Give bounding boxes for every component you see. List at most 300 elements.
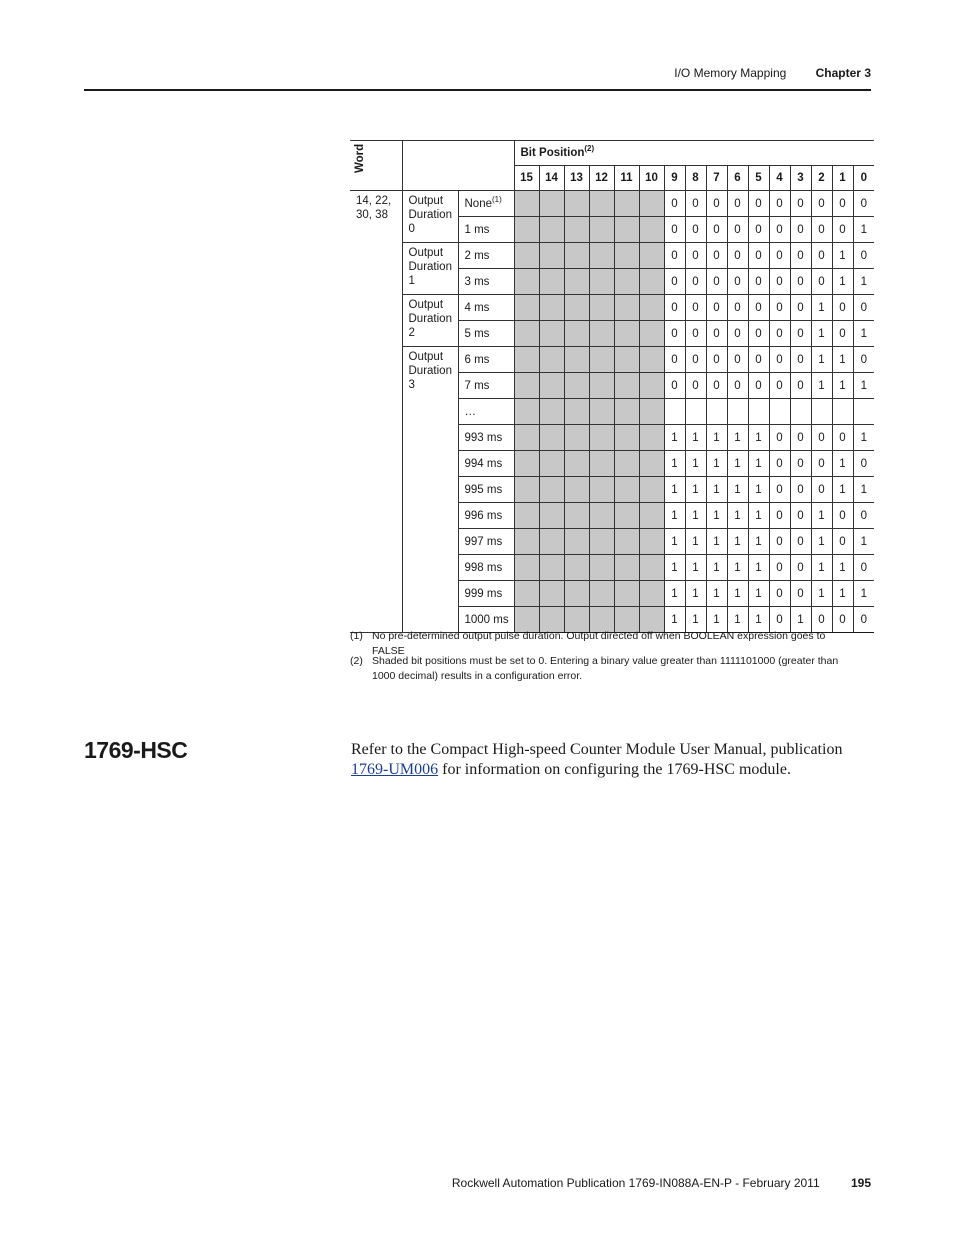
shaded-bit-cell	[564, 243, 589, 269]
shaded-bit-cell	[514, 321, 539, 347]
bit-cell: 1	[664, 581, 685, 607]
table-body	[350, 191, 874, 633]
bit-cell: 1	[685, 529, 706, 555]
shaded-bit-cell	[639, 477, 664, 503]
bit-cell: 1	[853, 321, 874, 347]
bit-cell: 0	[727, 243, 748, 269]
bit-cell: 1	[664, 451, 685, 477]
bit-cell: 0	[853, 607, 874, 633]
bit-cell: 1	[685, 607, 706, 633]
bit-cell: 1	[811, 295, 832, 321]
shaded-bit-cell	[564, 347, 589, 373]
shaded-bit-cell	[539, 581, 564, 607]
table-row	[350, 295, 874, 321]
bit-cell: 0	[769, 581, 790, 607]
shaded-bit-cell	[639, 555, 664, 581]
bit-cell: 1	[685, 555, 706, 581]
bit-cell: 1	[706, 477, 727, 503]
shaded-bit-cell	[564, 217, 589, 243]
bit-cell: 0	[790, 425, 811, 451]
shaded-bit-cell	[614, 347, 639, 373]
bit-cell: 1	[706, 425, 727, 451]
shaded-bit-cell	[639, 243, 664, 269]
shaded-bit-cell	[514, 425, 539, 451]
shaded-bit-cell	[514, 269, 539, 295]
bit-cell	[853, 399, 874, 425]
bit-cell: 0	[853, 295, 874, 321]
bit-cell: 1	[664, 607, 685, 633]
bit-number-header: 7	[706, 166, 727, 191]
bit-cell: 1	[664, 529, 685, 555]
shaded-bit-cell	[564, 503, 589, 529]
bit-cell: 0	[769, 347, 790, 373]
value-cell: 1 ms	[458, 217, 514, 243]
bit-cell: 0	[769, 217, 790, 243]
bit-position-table	[350, 140, 874, 633]
bit-cell: 0	[790, 477, 811, 503]
bit-cell: 0	[769, 555, 790, 581]
field-cell: Output Duration 2	[402, 295, 458, 347]
bit-cell: 0	[769, 191, 790, 217]
header-rule	[84, 89, 871, 91]
bit-cell: 1	[790, 607, 811, 633]
bit-cell: 0	[832, 191, 853, 217]
shaded-bit-cell	[614, 399, 639, 425]
value-cell: 6 ms	[458, 347, 514, 373]
shaded-bit-cell	[514, 191, 539, 217]
bit-number-header: 2	[811, 166, 832, 191]
shaded-bit-cell	[539, 503, 564, 529]
bit-number-header: 3	[790, 166, 811, 191]
bit-cell: 0	[832, 425, 853, 451]
shaded-bit-cell	[514, 477, 539, 503]
shaded-bit-cell	[614, 451, 639, 477]
shaded-bit-cell	[639, 451, 664, 477]
bit-cell: 0	[664, 269, 685, 295]
shaded-bit-cell	[564, 373, 589, 399]
bit-cell: 1	[685, 425, 706, 451]
bit-cell: 0	[748, 295, 769, 321]
bit-cell: 1	[832, 581, 853, 607]
publication-info: Rockwell Automation Publication 1769-IN088A-EN-P - February 2011	[451, 1176, 820, 1190]
running-head	[674, 66, 871, 80]
shaded-bit-cell	[539, 295, 564, 321]
bit-cell: 0	[685, 347, 706, 373]
bit-cell: 1	[664, 425, 685, 451]
bit-cell: 0	[832, 321, 853, 347]
bit-cell: 1	[853, 425, 874, 451]
bit-cell: 1	[748, 555, 769, 581]
table-row	[350, 347, 874, 373]
bit-cell: 0	[811, 607, 832, 633]
value-cell: 3 ms	[458, 269, 514, 295]
bit-cell: 0	[811, 191, 832, 217]
bit-cell: 1	[811, 555, 832, 581]
bit-cell: 1	[727, 581, 748, 607]
bit-cell	[706, 399, 727, 425]
bit-cell: 1	[727, 477, 748, 503]
value-cell: 993 ms	[458, 425, 514, 451]
bit-cell: 0	[685, 269, 706, 295]
shaded-bit-cell	[614, 295, 639, 321]
shaded-bit-cell	[564, 581, 589, 607]
shaded-bit-cell	[639, 425, 664, 451]
bit-cell: 1	[853, 477, 874, 503]
bit-cell: 0	[790, 373, 811, 399]
bit-cell	[769, 399, 790, 425]
bit-cell: 0	[748, 191, 769, 217]
bit-cell: 0	[853, 243, 874, 269]
bit-cell	[727, 399, 748, 425]
bit-cell: 0	[664, 347, 685, 373]
bit-cell: 0	[832, 503, 853, 529]
shaded-bit-cell	[614, 321, 639, 347]
shaded-bit-cell	[614, 191, 639, 217]
shaded-bit-cell	[589, 555, 614, 581]
bit-cell: 0	[769, 373, 790, 399]
bit-cell: 0	[790, 269, 811, 295]
bit-number-header: 10	[639, 166, 664, 191]
shaded-bit-cell	[589, 477, 614, 503]
shaded-bit-cell	[614, 581, 639, 607]
shaded-bit-cell	[614, 529, 639, 555]
bit-cell: 1	[811, 529, 832, 555]
shaded-bit-cell	[514, 295, 539, 321]
bit-cell	[664, 399, 685, 425]
shaded-bit-cell	[589, 529, 614, 555]
shaded-bit-cell	[639, 581, 664, 607]
bit-cell: 1	[706, 607, 727, 633]
shaded-bit-cell	[514, 373, 539, 399]
bit-cell: 1	[748, 529, 769, 555]
bit-cell: 0	[685, 243, 706, 269]
shaded-bit-cell	[539, 243, 564, 269]
bit-cell: 1	[832, 347, 853, 373]
shaded-bit-cell	[639, 347, 664, 373]
shaded-bit-cell	[539, 191, 564, 217]
shaded-bit-cell	[514, 217, 539, 243]
bit-cell: 0	[790, 581, 811, 607]
bit-cell: 0	[790, 191, 811, 217]
bit-cell: 1	[727, 555, 748, 581]
bit-cell: 1	[664, 555, 685, 581]
bit-cell: 0	[790, 451, 811, 477]
bit-number-header: 1	[832, 166, 853, 191]
bit-cell: 1	[727, 451, 748, 477]
bit-cell: 1	[727, 529, 748, 555]
shaded-bit-cell	[614, 269, 639, 295]
shaded-bit-cell	[564, 399, 589, 425]
footnote-1: (1) No pre-determined output pulse duration. Output directed off when BOOLEAN expression goes to FALSE	[350, 630, 826, 657]
bit-cell: 1	[706, 451, 727, 477]
shaded-bit-cell	[589, 217, 614, 243]
table-row	[350, 243, 874, 269]
bit-cell: 0	[853, 347, 874, 373]
bit-cell: 0	[706, 321, 727, 347]
word-cell: 14, 22, 30, 38	[350, 191, 402, 633]
bit-cell: 0	[748, 243, 769, 269]
field-cell: Output Duration 0	[402, 191, 458, 243]
shaded-bit-cell	[514, 503, 539, 529]
bit-cell	[748, 399, 769, 425]
bit-cell: 1	[685, 503, 706, 529]
value-cell: 996 ms	[458, 503, 514, 529]
bit-number-header: 15	[514, 166, 539, 191]
bit-cell: 1	[706, 503, 727, 529]
shaded-bit-cell	[589, 347, 614, 373]
value-cell: None$^{(1)}$	[458, 191, 514, 217]
bit-cell: 1	[664, 503, 685, 529]
bit-cell: 0	[727, 217, 748, 243]
shaded-bit-cell	[639, 399, 664, 425]
blank-header	[402, 141, 514, 191]
shaded-bit-cell	[539, 451, 564, 477]
bit-cell: 1	[832, 555, 853, 581]
bit-cell: 1	[748, 425, 769, 451]
value-cell: 2 ms	[458, 243, 514, 269]
bit-cell	[685, 399, 706, 425]
bit-cell: 1	[664, 477, 685, 503]
bit-cell: 0	[727, 321, 748, 347]
bit-cell: 0	[769, 529, 790, 555]
publication-link[interactable]: 1769-UM006	[351, 761, 439, 778]
value-cell: 1000 ms	[458, 607, 514, 633]
page-number: 195	[850, 1176, 871, 1190]
page-footer	[452, 1176, 871, 1190]
bit-cell: 0	[853, 503, 874, 529]
bit-cell: 0	[769, 451, 790, 477]
bit-cell: 0	[727, 295, 748, 321]
bit-number-header: 12	[589, 166, 614, 191]
shaded-bit-cell	[539, 217, 564, 243]
bit-cell: 1	[727, 607, 748, 633]
section-name: I/O Memory Mapping	[674, 66, 787, 80]
bit-cell: 1	[853, 373, 874, 399]
shaded-bit-cell	[614, 477, 639, 503]
shaded-bit-cell	[564, 555, 589, 581]
bit-cell: 1	[811, 321, 832, 347]
bit-cell: 0	[685, 373, 706, 399]
section-body: Refer to the Compact High-speed Counter Module User Manual, publication 1769-UM006 for information on configuring the 1769-HSC module.	[351, 741, 843, 778]
shaded-bit-cell	[639, 373, 664, 399]
bit-cell: 0	[664, 321, 685, 347]
bit-position-header: Bit Position$^{(2)}$	[514, 141, 874, 166]
bit-cell: 1	[748, 451, 769, 477]
bit-cell: 0	[706, 269, 727, 295]
bit-cell: 1	[706, 529, 727, 555]
shaded-bit-cell	[539, 347, 564, 373]
value-cell: …	[458, 399, 514, 425]
bit-cell: 0	[853, 191, 874, 217]
shaded-bit-cell	[589, 451, 614, 477]
bit-cell: 0	[832, 607, 853, 633]
bit-cell: 0	[769, 269, 790, 295]
bit-cell: 0	[853, 451, 874, 477]
bit-cell: 0	[790, 347, 811, 373]
bit-cell: 0	[664, 191, 685, 217]
bit-cell: 0	[706, 243, 727, 269]
shaded-bit-cell	[589, 321, 614, 347]
bit-cell: 0	[748, 347, 769, 373]
shaded-bit-cell	[589, 425, 614, 451]
shaded-bit-cell	[564, 529, 589, 555]
bit-cell: 0	[685, 295, 706, 321]
bit-cell: 0	[664, 217, 685, 243]
bit-cell: 0	[685, 321, 706, 347]
bit-cell: 0	[769, 321, 790, 347]
bit-cell: 0	[853, 555, 874, 581]
bit-cell	[811, 399, 832, 425]
shaded-bit-cell	[514, 399, 539, 425]
bit-cell: 1	[853, 217, 874, 243]
bit-cell	[832, 399, 853, 425]
bit-cell: 1	[748, 503, 769, 529]
bit-cell: 0	[685, 217, 706, 243]
shaded-bit-cell	[539, 425, 564, 451]
bit-cell: 0	[727, 373, 748, 399]
bit-cell: 0	[832, 217, 853, 243]
shaded-bit-cell	[564, 269, 589, 295]
shaded-bit-cell	[539, 477, 564, 503]
shaded-bit-cell	[639, 529, 664, 555]
bit-cell: 0	[790, 503, 811, 529]
shaded-bit-cell	[589, 373, 614, 399]
value-cell: 997 ms	[458, 529, 514, 555]
bit-cell: 0	[769, 477, 790, 503]
shaded-bit-cell	[564, 477, 589, 503]
chapter-label: Chapter 3	[815, 66, 871, 80]
shaded-bit-cell	[564, 191, 589, 217]
shaded-bit-cell	[514, 555, 539, 581]
bit-cell: 1	[832, 243, 853, 269]
bit-cell: 0	[706, 295, 727, 321]
bit-cell: 0	[706, 191, 727, 217]
bit-cell: 1	[832, 373, 853, 399]
bit-cell: 1	[811, 347, 832, 373]
bit-number-header: 0	[853, 166, 874, 191]
shaded-bit-cell	[614, 217, 639, 243]
bit-cell: 1	[748, 477, 769, 503]
shaded-bit-cell	[614, 243, 639, 269]
bit-cell: 0	[727, 191, 748, 217]
bit-cell: 1	[811, 373, 832, 399]
bit-number-header: 4	[769, 166, 790, 191]
bit-cell: 0	[664, 243, 685, 269]
shaded-bit-cell	[539, 555, 564, 581]
shaded-bit-cell	[614, 373, 639, 399]
shaded-bit-cell	[589, 243, 614, 269]
field-cell: Output Duration 1	[402, 243, 458, 295]
bit-cell: 0	[664, 373, 685, 399]
bit-cell: 0	[790, 243, 811, 269]
bit-cell: 1	[727, 425, 748, 451]
bit-cell: 0	[706, 217, 727, 243]
value-cell: 5 ms	[458, 321, 514, 347]
bit-number-header: 9	[664, 166, 685, 191]
shaded-bit-cell	[589, 399, 614, 425]
bit-cell: 0	[811, 217, 832, 243]
shaded-bit-cell	[539, 399, 564, 425]
bit-cell: 0	[748, 269, 769, 295]
bit-cell: 1	[832, 451, 853, 477]
bit-cell: 0	[748, 373, 769, 399]
shaded-bit-cell	[539, 529, 564, 555]
bit-cell: 1	[685, 581, 706, 607]
bit-cell: 1	[811, 503, 832, 529]
shaded-bit-cell	[589, 581, 614, 607]
bit-cell: 0	[748, 321, 769, 347]
bit-cell: 0	[706, 373, 727, 399]
bit-number-header: 11	[614, 166, 639, 191]
bit-number-header: 14	[539, 166, 564, 191]
shaded-bit-cell	[539, 373, 564, 399]
value-cell: 994 ms	[458, 451, 514, 477]
bit-cell: 0	[790, 529, 811, 555]
shaded-bit-cell	[589, 503, 614, 529]
value-cell: 995 ms	[458, 477, 514, 503]
bit-cell: 0	[769, 425, 790, 451]
bit-cell: 1	[727, 503, 748, 529]
word-column-header: Word	[350, 141, 402, 191]
shaded-bit-cell	[514, 451, 539, 477]
shaded-bit-cell	[564, 295, 589, 321]
bit-cell: 1	[685, 451, 706, 477]
shaded-bit-cell	[564, 451, 589, 477]
bit-cell: 0	[790, 555, 811, 581]
shaded-bit-cell	[639, 269, 664, 295]
shaded-bit-cell	[589, 191, 614, 217]
shaded-bit-cell	[639, 217, 664, 243]
bit-cell: 1	[748, 607, 769, 633]
bit-cell	[790, 399, 811, 425]
section-title: 1769-HSC	[84, 737, 188, 763]
bit-cell: 1	[832, 269, 853, 295]
value-cell: 998 ms	[458, 555, 514, 581]
bit-cell: 1	[853, 581, 874, 607]
bit-cell: 1	[853, 529, 874, 555]
shaded-bit-cell	[614, 555, 639, 581]
bit-cell: 0	[769, 295, 790, 321]
bit-cell: 0	[706, 347, 727, 373]
bit-cell: 1	[853, 269, 874, 295]
bit-cell: 0	[811, 477, 832, 503]
field-cell: Output Duration 3	[402, 347, 458, 633]
bit-cell: 1	[685, 477, 706, 503]
value-cell: 999 ms	[458, 581, 514, 607]
shaded-bit-cell	[564, 321, 589, 347]
bit-number-header: 5	[748, 166, 769, 191]
bit-cell: 0	[832, 295, 853, 321]
shaded-bit-cell	[564, 425, 589, 451]
bit-cell: 0	[727, 347, 748, 373]
bit-number-header: 13	[564, 166, 589, 191]
bit-cell: 0	[811, 425, 832, 451]
bit-cell: 0	[727, 269, 748, 295]
shaded-bit-cell	[639, 321, 664, 347]
shaded-bit-cell	[539, 321, 564, 347]
bit-cell: 0	[811, 269, 832, 295]
shaded-bit-cell	[514, 581, 539, 607]
shaded-bit-cell	[514, 347, 539, 373]
shaded-bit-cell	[589, 295, 614, 321]
bit-cell: 1	[748, 581, 769, 607]
table-row	[350, 191, 874, 217]
shaded-bit-cell	[614, 503, 639, 529]
bit-cell: 0	[769, 607, 790, 633]
bit-cell: 0	[664, 295, 685, 321]
shaded-bit-cell	[589, 269, 614, 295]
bit-cell: 0	[748, 217, 769, 243]
